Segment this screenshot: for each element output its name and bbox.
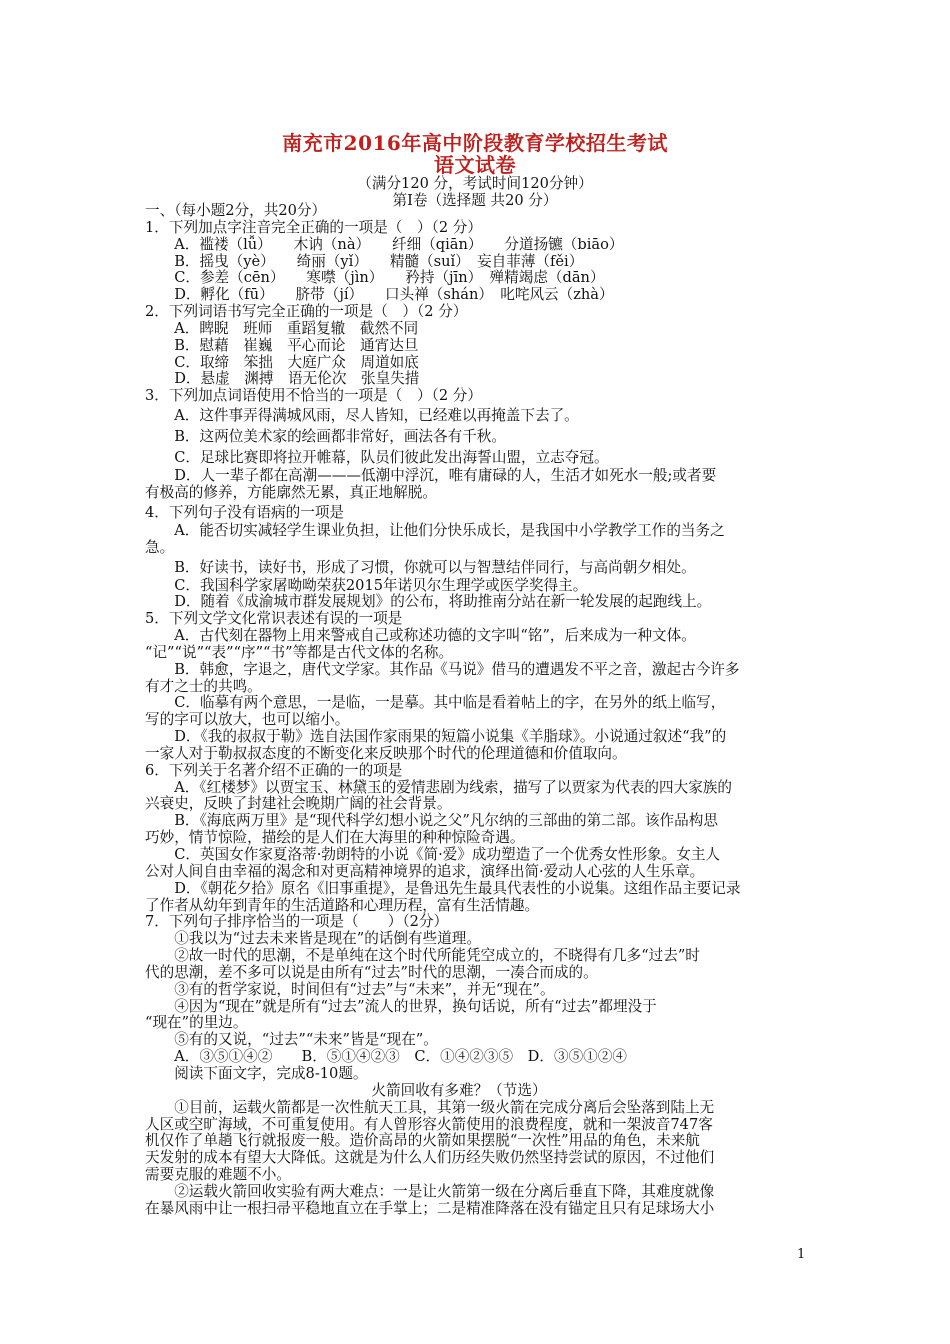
- question-3-option-c: C．足球比赛即将拉开帷幕，队员们彼此发出海誓山盟，立志夺冠。: [145, 449, 609, 467]
- question-5-option-a: A．古代刻在器物上用来警戒自己或称述功德的文字叫“铭”，后来成为一种文体。: [145, 627, 696, 645]
- question-5-option-b: B．韩愈，字退之，唐代文学家。其作品《马说》借马的遭遇发不平之音，激起古今许多: [145, 660, 740, 678]
- passage-paragraph-1-line-5: 需要克服的难题不小。: [145, 1166, 291, 1184]
- section-heading: 一、（每小题2分，共20分）: [145, 202, 327, 219]
- question-5-option-c: C．临摹有两个意思，一是临，一是摹。其中临是看着帖上的字，在另外的纸上临写，: [145, 694, 726, 712]
- question-4-option-a-cont: 急。: [145, 538, 175, 556]
- question-2-option-a: A．睥睨 班师 重蹈复辙 截然不同: [145, 319, 419, 337]
- question-7-sentence-5: ⑤有的又说，“过去”“未来”皆是“现在”。: [145, 1031, 438, 1049]
- question-3-option-a: A．这件事弄得满城风雨，尽人皆知，已经难以再掩盖下去了。: [145, 407, 579, 425]
- question-5-option-b-cont: 有才之士的共鸣。: [145, 677, 262, 695]
- question-1-stem: 1．下列加点字注音完全正确的一项是（ ）（2 分）: [145, 218, 482, 236]
- question-6-option-d-cont: 了作者从幼年到青年的生活道路和心理历程，富有生活情趣。: [145, 896, 540, 914]
- question-1-option-d: D．孵化（fū） 脐带（jí） 口头禅（shán） 叱咤风云（zhà）: [145, 286, 614, 304]
- question-6-option-d: D．《朝花夕拾》原名《旧事重提》，是鲁迅先生最具代表性的小说集。这组作品主要记录: [145, 879, 741, 897]
- question-6-option-b: B．《海底两万里》是“现代科学幻想小说之父”凡尔纳的三部曲的第二部。该作品构思: [145, 812, 718, 830]
- question-6-option-c-cont: 公对人间自由幸福的渴念和对更高精神境界的追求，演绎出简·爱动人心弦的人生乐章。: [145, 862, 705, 880]
- question-7-sentence-4-cont: “现在”的里边。: [145, 1014, 248, 1032]
- question-1-option-a: A．褴褛（lǚ） 木讷（nà） 纤细（qiān） 分道扬镳（biāo）: [145, 235, 624, 253]
- question-3-stem: 3．下列加点词语使用不恰当的一项是（ ）（2 分）: [145, 387, 482, 405]
- passage-paragraph-1-line-3: 机仅作了单趟飞行就报废一般。造价高昂的火箭如果摆脱“一次性”用品的角色，未来航: [145, 1132, 700, 1150]
- question-6-option-b-cont: 巧妙，情节惊险，描绘的是人们在大海里的种种惊险奇遇。: [145, 829, 525, 847]
- question-5-option-a-cont: “记”“说”“表”“序”“书”等都是古代文体的名称。: [145, 643, 454, 661]
- question-7-sentence-2: ②故一时代的思潮，不是单纯在这个时代所能凭空成立的，不晓得有几多“过去”时: [145, 947, 700, 965]
- question-7-stem: 7．下列句子排序恰当的一项是（ ）（2分）: [145, 913, 449, 931]
- passage-paragraph-1-line-1: ①目前，运载火箭都是一次性航天工具，其第一级火箭在完成分离后会坠落到陆上无: [145, 1098, 715, 1116]
- question-4-option-a: A．能否切实减轻学生课业负担，让他们分快乐成长，是我国中小学教学工作的当务之: [145, 521, 725, 539]
- volume-heading: 第Ⅰ卷（选择题 共20 分）: [392, 192, 558, 209]
- exam-body: [145, 203, 813, 1218]
- question-1-option-c: C．参差（cēn） 寒噤（jìn） 矜持（jīn） 殚精竭虑（dān）: [145, 269, 605, 287]
- passage-paragraph-1-line-4: 天发射的成本有望大大降低。这就是为什么人们历经失败仍然坚持尝试的原因，不过他们: [145, 1149, 715, 1167]
- question-2-stem: 2．下列词语书写完全正确的一项是（ ）（2 分）: [145, 303, 468, 321]
- question-4-option-c: C．我国科学家屠呦呦荣获2015年诺贝尔生理学或医学奖得主。: [145, 576, 588, 594]
- question-3-option-d-cont: 有极高的修养，方能廓然无累，真正地解脱。: [145, 483, 437, 501]
- question-2-option-c: C．取缔 笨拙 大庭广众 周道如底: [145, 353, 419, 371]
- question-6-option-a: A．《红楼梦》以贾宝玉、林黛玉的爱情悲剧为线索，描写了以贾家为代表的四大家族的: [145, 778, 732, 796]
- question-4-option-b: B．好读书，读好书，形成了习惯，你就可以与智慧结伴同行，与高尚朝夕相处。: [145, 558, 696, 576]
- question-7-sentence-4: ④因为“现在”就是所有“过去”流人的世界，换句话说，所有“过去”都埋没于: [145, 997, 657, 1015]
- passage-paragraph-2-line-1: ②运载火箭回收实验有两大难点：一是让火箭第一级在分离后垂直下降，其难度就像: [145, 1182, 715, 1200]
- question-7-sentence-3: ③有的哲学家说，时间但有“过去”与“未来”，并无“现在”。: [145, 980, 555, 998]
- question-6-stem: 6．下列关于名著介绍不正确的一的项是: [145, 761, 403, 779]
- passage-paragraph-1-line-2: 人区或空旷海域，不可重复使用。有人曾形容火箭使用的浪费程度，就和一架波音747客: [145, 1115, 713, 1133]
- reading-instruction: 阅读下面文字，完成8-10题。: [145, 1064, 368, 1082]
- question-2-option-b: B．慰藉 崔巍 平心而论 通宵达旦: [145, 336, 419, 354]
- question-6-option-c: C．英国女作家夏洛蒂·勃朗特的小说《简·爱》成功塑造了一个优秀女性形象。女主人: [145, 846, 721, 863]
- question-4-option-d: D．随着《成渝城市群发展规划》的公布，将助推南分站在新一轮发展的起跑线上。: [145, 593, 712, 611]
- question-4-stem: 4．下列句子没有语病的一项是: [145, 503, 345, 521]
- question-5-option-d: D．《我的叔叔于勒》选自法国作家雨果的短篇小说集《羊脂球》。小说通过叙述“我”的: [145, 728, 727, 746]
- question-6-option-a-cont: 兴衰史，反映了封建社会晚期广阔的社会背景。: [145, 795, 452, 813]
- exam-title: 南充市2016年高中阶段教育学校招生考试: [282, 131, 668, 155]
- question-3-option-d: D．人一辈子都在高潮———低潮中浮沉，唯有庸碌的人，生活才如死水一般;或者要: [145, 467, 717, 485]
- question-7-sentence-1: ①我以为“过去未来皆是现在”的话倒有些道理。: [145, 930, 481, 948]
- question-7-options: A．③⑤①④② B．⑤①④②③ C．①④②③⑤ D．③⑤①②④: [145, 1048, 627, 1066]
- question-1-option-b: B．摇曳（yè） 绮丽（yǐ） 精髓（suǐ） 妄自菲薄（fěi）: [145, 252, 584, 270]
- exam-duration-note: （满分120 分，考试时间120分钟）: [357, 175, 593, 192]
- passage-paragraph-2-line-2: 在暴风雨中让一根扫帚平稳地直立在手掌上；二是精准降落在没有锚定且只有足球场大小: [145, 1199, 715, 1217]
- question-2-option-d: D．悬虚 渊搏 语无伦次 张皇失措: [145, 370, 420, 388]
- question-7-sentence-2-cont: 代的思潮，差不多可以说是由所有“过去”时代的思潮，一凑合而成的。: [145, 963, 598, 981]
- exam-subject-title: 语文试卷: [434, 153, 516, 177]
- question-5-option-d-cont: 一家人对于勒叔叔态度的不断变化来反映那个时代的伦理道德和价值取向。: [145, 744, 627, 762]
- question-5-stem: 5．下列文学文化常识表述有误的一项是: [145, 610, 403, 628]
- reading-passage-title: 火箭回收有多难？（节选）: [371, 1081, 547, 1099]
- question-3-option-b: B．这两位美术家的绘画都非常好，画法各有千秋。: [145, 428, 506, 446]
- page-number: 1: [797, 1247, 806, 1262]
- question-5-option-c-cont: 写的字可以放大，也可以缩小。: [145, 711, 350, 729]
